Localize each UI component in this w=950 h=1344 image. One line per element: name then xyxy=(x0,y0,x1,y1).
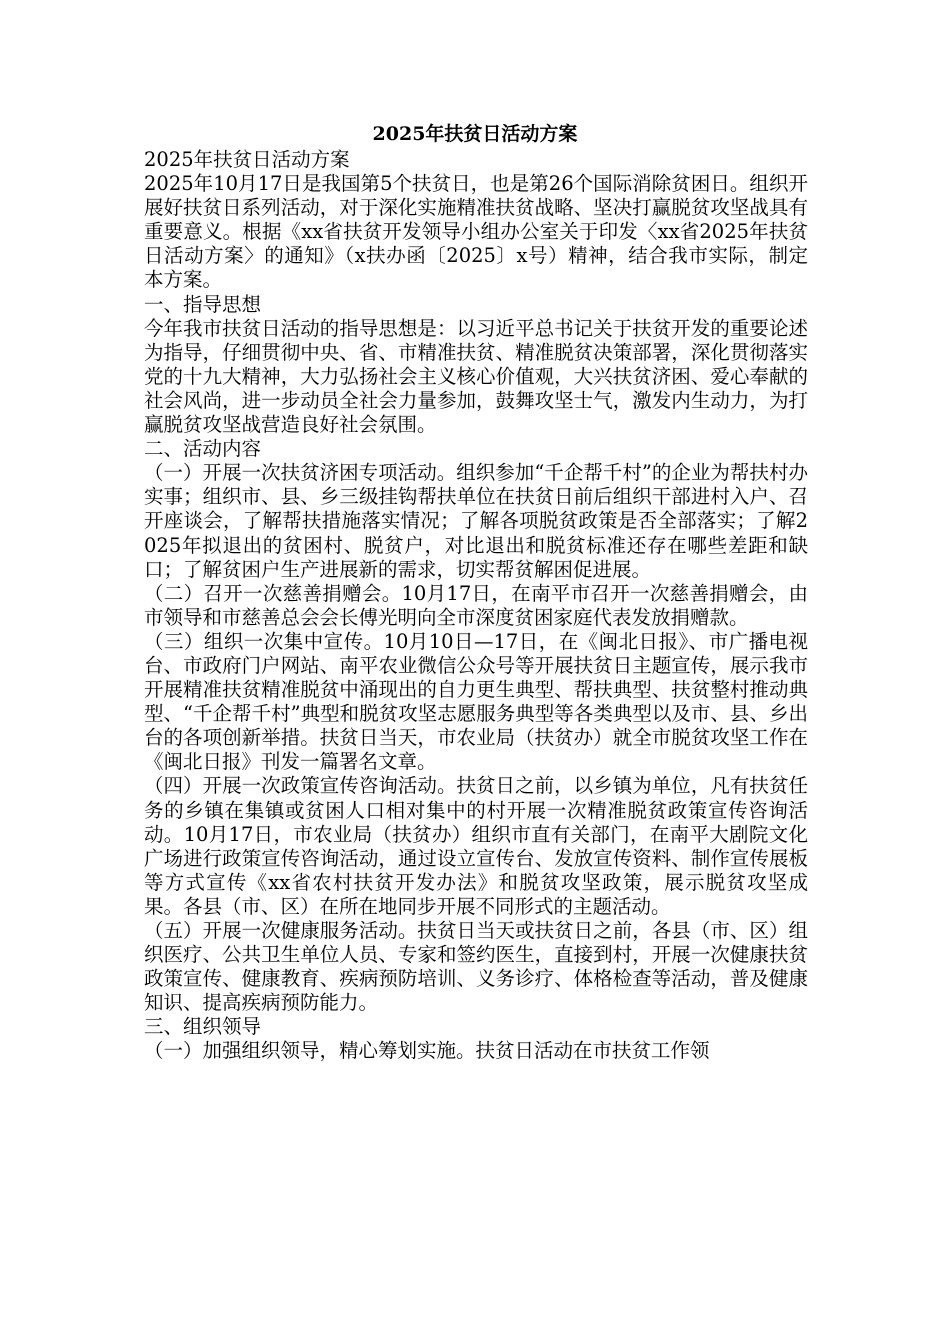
activity-paragraph-1: （一）开展一次扶贫济困专项活动。组织参加“千企帮千村”的企业为帮扶村办实事；组织市、县、乡三级挂钩帮扶单位在扶贫日前后组织干部进村入户、召开座谈会，了解帮扶措施落实情况；了解各项脱贫政策是否全部落实；了解2025年拟退出的贫困村、脱贫户，对比退出和脱贫标准还存在哪些差距和缺口；了解贫困户生产进展新的需求，切实帮贫解困促进展。 xyxy=(144,461,808,581)
subtitle-line: 2025年扶贫日活动方案 xyxy=(144,148,350,171)
leadership-paragraph-1: （一）加强组织领导，精心筹划实施。扶贫日活动在市扶贫工作领 xyxy=(144,1039,710,1063)
document-title: 2025年扶贫日活动方案 xyxy=(372,123,578,145)
document-body xyxy=(144,148,808,1064)
activity-paragraph-2: （二）召开一次慈善捐赠会。10月17日，在南平市召开一次慈善捐赠会，由市领导和市慈善总会会长傅光明向全市深度贫困家庭代表发放捐赠款。 xyxy=(144,581,808,629)
section-heading-guiding-thought: 一、指导思想 xyxy=(144,292,262,316)
guiding-thought-paragraph: 今年我市扶贫日活动的指导思想是：以习近平总书记关于扶贫开发的重要论述为指导，仔细贯彻中央、省、市精准扶贫、精准脱贫决策部署，深化贯彻落实党的十九大精神，大力弘扬社会主义核心价值观，大兴扶贫济困、爱心奉献的社会风尚，进一步动员全社会力量参加，鼓舞攻坚士气，激发内生动力，为打赢脱贫攻坚战营造良好社会氛围。 xyxy=(144,316,808,437)
activity-paragraph-3: （三）组织一次集中宣传。10月10日—17日，在《闽北日报》、市广播电视台、市政府门户网站、南平农业微信公众号等开展扶贫日主题宣传，展示我市开展精准扶贫精准脱贫中涌现出的自力更生典型、帮扶典型、扶贫整村推动典型、“千企帮千村”典型和脱贫攻坚志愿服务典型等各类典型以及市、县、乡出台的各项创新举措。扶贫日当天，市农业局（扶贫办）就全市脱贫攻坚工作在《闽北日报》刊发一篇署名文章。 xyxy=(144,629,808,774)
intro-paragraph: 2025年10月17日是我国第5个扶贫日，也是第26个国际消除贫困日。组织开展好扶贫日系列活动，对于深化实施精准扶贫战略、坚决打赢脱贫攻坚战具有重要意义。根据《xx省扶贫开发领导小组办公室关于印发〈xx省2025年扶贫日活动方案〉的通知》（x扶办函〔2025〕x号）精神，结合我市实际，制定本方案。 xyxy=(144,172,808,292)
activity-paragraph-4: （四）开展一次政策宣传咨询活动。扶贫日之前，以乡镇为单位，凡有扶贫任务的乡镇在集镇或贫困人口相对集中的村开展一次精准脱贫政策宣传咨询活动。10月17日，市农业局（扶贫办）组织市直有关部门，在南平大剧院文化广场进行政策宣传咨询活动，通过设立宣传台、发放宣传资料、制作宣传展板等方式宣传《xx省农村扶贫开发办法》和脱贫攻坚政策，展示脱贫攻坚成果。各县（市、区）在所在地同步开展不同形式的主题活动。 xyxy=(144,774,808,918)
section-heading-leadership: 三、组织领导 xyxy=(144,1015,262,1039)
section-heading-activities: 二、活动内容 xyxy=(144,437,262,461)
activity-paragraph-5: （五）开展一次健康服务活动。扶贫日当天或扶贫日之前，各县（市、区）组织医疗、公共卫生单位人员、专家和签约医生，直接到村，开展一次健康扶贫政策宣传、健康教育、疾病预防培训、义务诊疗、体格检查等活动，普及健康知识、提高疾病预防能力。 xyxy=(144,919,808,1015)
